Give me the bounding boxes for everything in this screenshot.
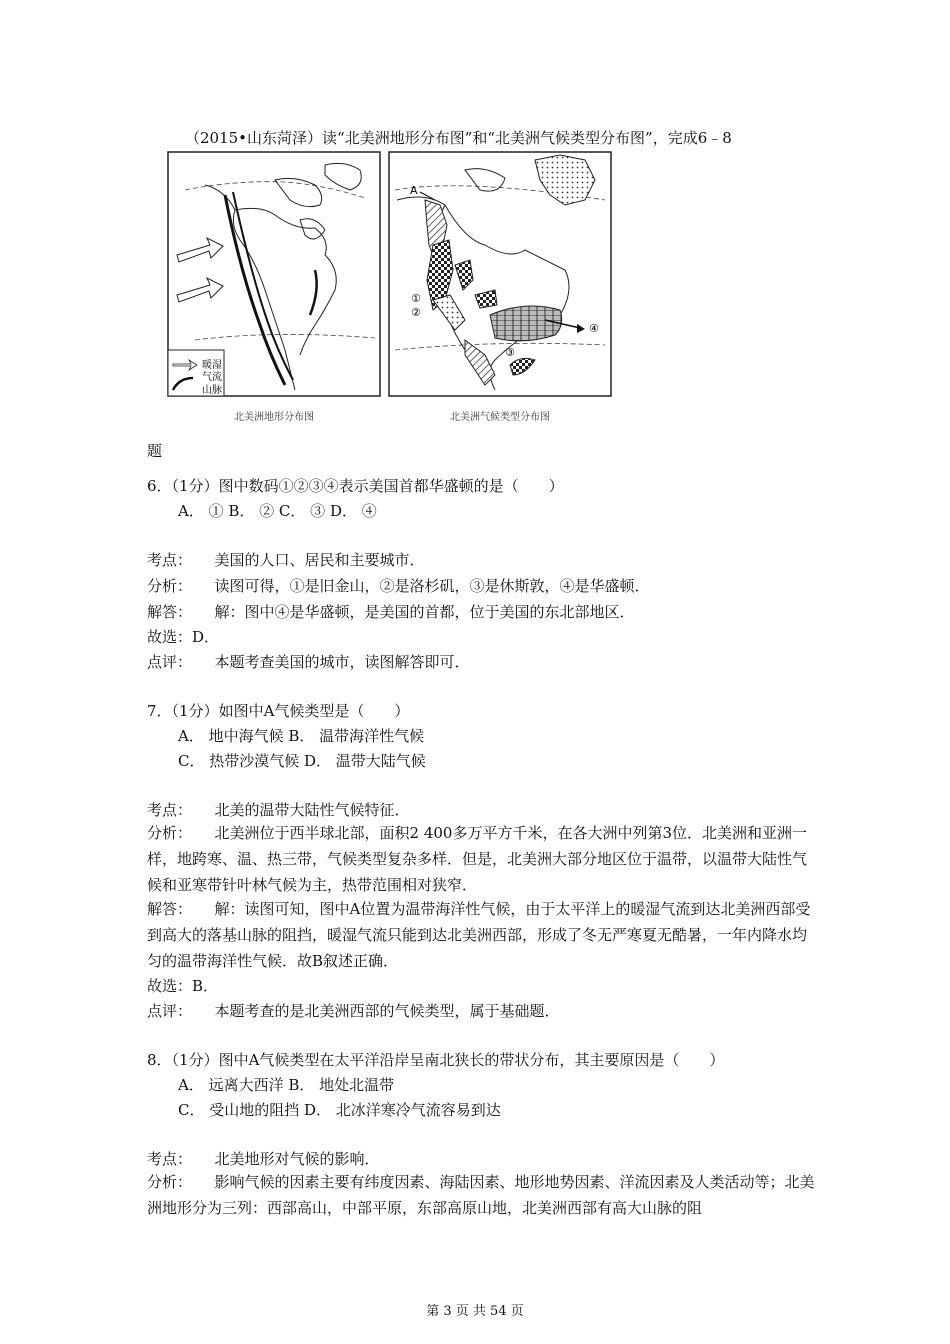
q6-answer: 故选：D． [147,628,220,646]
q7-stem: 7．（1分）如图中A气候类型是（ ） [147,702,410,720]
left-map-caption: 北美洲地形分布图 [234,412,314,423]
terrain-map [168,152,380,423]
right-map-caption: 北美洲气候类型分布图 [450,412,550,423]
legend-warm: 暖湿 [202,360,222,371]
q8-kaodian: 考点： 北美地形对气候的影响． [147,1150,380,1168]
page-footer: 第 3 页 共 54 页 [426,1304,524,1319]
label-2: ② [411,306,421,319]
q8-fenxi: 分析： 影响气候的因素主要有纬度因素、海陆因素、地形地势因素、洋流因素及人类活动等；北美洲地形分为三列：西部高山，中部平原，东部高原山地，北美洲西部有高大山脉的阻 [147,1173,815,1217]
label-3: ③ [505,346,515,359]
q6-dianping: 点评： 本题考查美国的城市，读图解答即可． [147,653,470,671]
q7-options-1: A． 地中海气候 B． 温带海洋性气候 [178,727,425,745]
q8-options-2: C． 受山地的阻挡 D． 北冰洋寒冷气流容易到达 [178,1101,501,1119]
q6-options: A． ① B． ② C． ③ D． ④ [178,502,377,520]
climate-map [389,152,611,423]
q7-answer: 故选：B． [147,977,219,995]
label-a: A [410,184,418,197]
label-4: ④ [589,322,599,335]
q7-dianping: 点评： 本题考查的是北美洲西部的气候类型，属于基础题． [147,1002,560,1020]
q6-jieda: 解答： 解：图中④是华盛顿，是美国的首都，位于美国的东北部地区． [147,603,635,621]
label-1: ① [411,292,421,305]
q6-stem: 6．（1分）图中数码①②③④表示美国首都华盛顿的是（ ） [147,477,564,495]
q7-options-2: C． 热带沙漠气候 D． 温带大陆气候 [178,752,426,770]
q6-kaodian: 考点： 美国的人口、居民和主要城市． [147,551,425,569]
intro-line-end: 题 [147,442,163,460]
map-figure [165,150,617,426]
legend-current: 气流 [202,372,222,383]
q8-stem: 8．（1分）图中A气候类型在太平洋沿岸呈南北狭长的带状分布，其主要原因是（ ） [147,1051,725,1069]
q7-kaodian: 考点： 北美的温带大陆性气候特征． [147,801,410,819]
q8-options-1: A． 远离大西洋 B． 地处北温带 [178,1076,395,1094]
q7-jieda: 解答： 解：读图可知，图中A位置为温带海洋性气候，由于太平洋上的暖湿气流到达北美洲西部受到高大的落基山脉的阻挡，暖湿气流只能到达北美洲西部，形成了冬无严寒夏无酷暑，一年内降水均匀的温带海洋性气候．故B叙述正确． [147,900,811,970]
map-figure-svg [165,150,617,426]
q6-fenxi: 分析： 读图可得，①是旧金山，②是洛杉矶，③是休斯敦，④是华盛顿． [147,577,650,595]
q7-fenxi: 分析： 北美洲位于西半球北部，面积2 400多万平方千米，在各大洲中列第3位．北美洲和亚洲一样，地跨寒、温、热三带，气候类型复杂多样．但是，北美洲大部分地区位于温带，以温带大陆性气候和亚寒带针叶林气候为主，热带范围相对狭窄． [147,824,808,894]
intro-line: （2015•山东菏泽）读“北美洲地形分布图”和“北美洲气候类型分布图”，完成6﹣8 [185,129,732,147]
legend-mountain: 山脉 [202,385,222,396]
